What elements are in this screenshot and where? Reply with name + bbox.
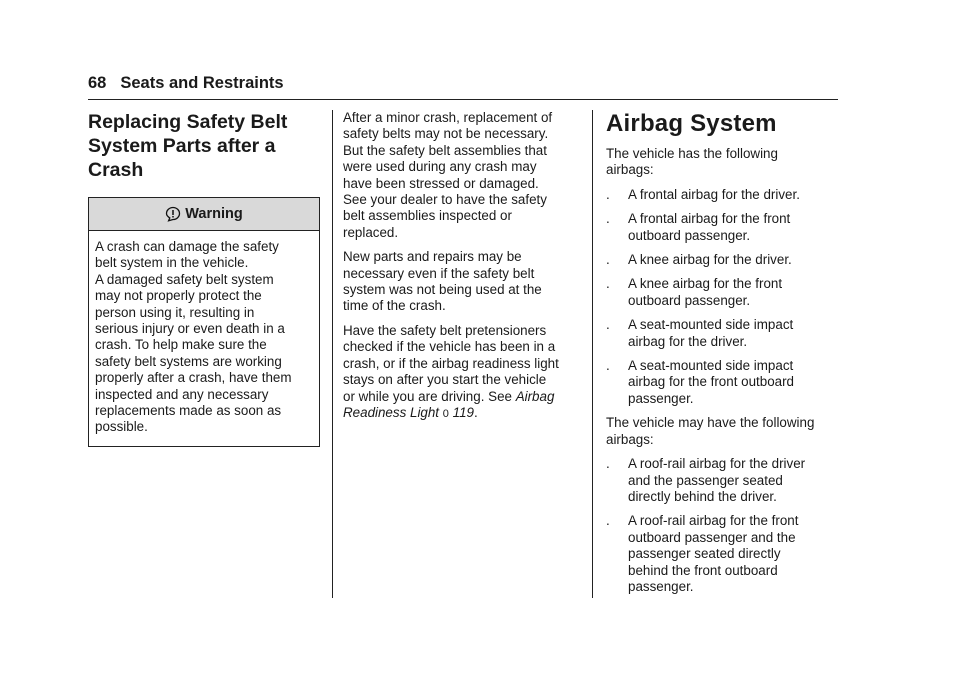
warning-box [88,197,320,447]
column-1 [88,110,320,447]
cross-reference-link[interactable]: Readiness Light [343,404,440,420]
text-line: replaced. [343,224,399,240]
list-item [606,187,836,203]
bullet: . [606,358,610,374]
airbag-system-heading: Airbag System [606,110,777,137]
list-item [606,252,836,268]
warning-line: A crash can damage the safety [95,239,279,254]
text-line: airbags: [606,431,654,447]
text-line: time of the crash. [343,298,446,314]
list-item-text [628,317,793,350]
warning-line: safety belt systems are working [95,353,282,369]
text-line: belt assemblies inspected or [343,208,512,224]
warning-line: serious injury or even death in a [95,321,285,337]
list-item-text [628,211,790,244]
header-rule [88,99,838,100]
text-line: passenger seated directly [628,546,781,562]
warning-line: properly after a crash, have them [95,370,292,386]
warning-line: replacements made as soon as [95,403,282,419]
text-line: airbag for the front outboard [628,374,795,390]
text-line: See your dealer to have the safety [343,192,547,208]
warning-icon [165,206,181,222]
text-line: directly behind the driver. [628,488,777,504]
text-line: crash, or if the airbag readiness light [343,355,559,371]
paragraph [343,323,581,422]
text-line: behind the front outboard [628,562,778,578]
text-line: or while you are driving. See [343,388,516,404]
heading-line: Replacing Safety Belt [88,111,288,133]
column-divider [332,110,333,598]
list-item-text [628,252,792,268]
list-item-text [628,187,800,203]
page-reference-number[interactable]: 119 [452,404,474,420]
text-line: have been stressed or damaged. [343,175,539,191]
section-title: Seats and Restraints [120,74,284,92]
bullet: . [606,252,610,268]
text-line: A seat-mounted side impact [628,317,794,333]
bullet: . [606,211,610,227]
warning-line: possible. [95,419,148,435]
cross-reference-link[interactable]: Airbag [515,388,555,404]
list-item-text [628,456,805,505]
text-line: safety belts may not be necessary. [343,126,549,142]
page-reference-icon: 0 [442,407,449,420]
list-item [606,211,836,244]
paragraph [343,249,581,315]
list-item [606,456,836,505]
text-punctuation: . [473,404,478,420]
text-line: outboard passenger. [628,227,751,243]
text-line: outboard passenger. [628,292,751,308]
warning-label: Warning [185,206,243,222]
text-line: A knee airbag for the front [628,276,783,292]
column-2 [343,110,581,430]
text-line: A knee airbag for the driver. [628,252,792,268]
text-line: New parts and repairs may be [343,249,522,265]
text-line: A roof-rail airbag for the driver [628,456,806,472]
text-line: Have the safety belt pretensioners [343,322,547,338]
text-line: passenger. [628,390,694,406]
warning-line: crash. To help make sure the [95,337,267,353]
warning-line: inspected and any necessary [95,386,269,402]
bullet: . [606,186,610,202]
paragraph [343,110,581,241]
warning-text [89,231,319,446]
text-line: checked if the vehicle has been in a [343,339,556,355]
text-line: After a minor crash, replacement of [343,110,553,125]
text-line: airbag for the driver. [628,333,748,349]
warning-line: A damaged safety belt system [95,271,274,287]
replacing-parts-heading [88,110,320,182]
text-line: A roof-rail airbag for the front [628,513,799,529]
column-divider [592,110,593,598]
bullet: . [606,317,610,333]
intro-paragraph [606,415,836,448]
column-3 [606,110,836,603]
list-item [606,317,836,350]
warning-line: belt system in the vehicle. [95,255,249,271]
text-line: airbags: [606,162,654,178]
bullet: . [606,513,610,529]
text-line: and the passenger seated [628,472,783,488]
text-line: stays on after you start the vehicle [343,372,547,388]
bullet: . [606,276,610,292]
text-line: necessary even if the safety belt [343,265,535,281]
list-item [606,358,836,407]
list-item-text [628,276,782,309]
text-line: were used during any crash may [343,159,537,175]
list-item [606,276,836,309]
text-line: A frontal airbag for the front [628,211,791,227]
text-line: But the safety belt assemblies that [343,142,547,158]
text-line: A frontal airbag for the driver. [628,186,800,202]
list-item [606,513,836,595]
warning-line: may not properly protect the [95,288,262,304]
page-header [88,74,284,93]
text-line: The vehicle may have the following [606,415,815,431]
text-line: passenger. [628,578,694,594]
list-item-text [628,358,794,407]
text-line: A seat-mounted side impact [628,358,794,374]
text-line: system was not being used at the [343,282,542,298]
warning-line: person using it, resulting in [95,304,255,320]
bullet: . [606,456,610,472]
warning-header [89,198,319,231]
text-line: The vehicle has the following [606,146,778,161]
airbag-list [606,187,836,407]
list-item-text [628,513,798,595]
intro-paragraph [606,146,836,179]
text-line: outboard passenger and the [628,529,796,545]
optional-airbag-list [606,456,836,595]
heading-line: Crash [88,159,144,181]
page-number: 68 [88,74,107,92]
heading-line: System Parts after a [88,135,276,157]
